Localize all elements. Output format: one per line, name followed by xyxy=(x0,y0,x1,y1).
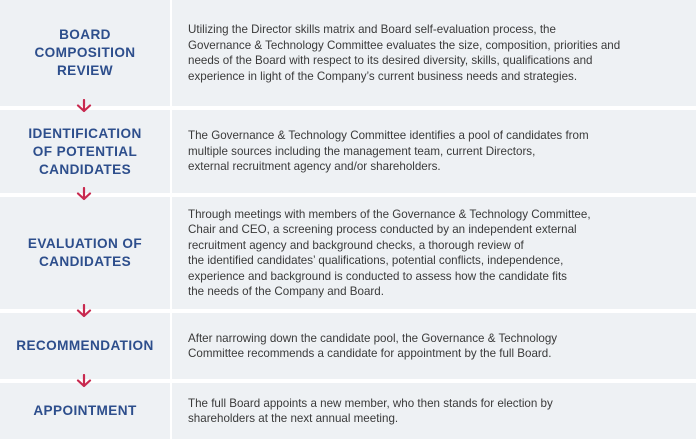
arrow-down-icon xyxy=(75,187,93,201)
divider xyxy=(170,110,172,193)
arrow-down-icon xyxy=(75,99,93,113)
step-description: Utilizing the Director skills matrix and Board self-evaluation process, the Governance & Technology Committee evaluates the size, composition, priorities and needs of the Board with respect to its desired diversity, skills, qualifications and experience in light of the Company’s current business needs and strategies. xyxy=(188,23,621,83)
step-evaluation-of-candidates xyxy=(0,197,696,309)
arrow-down-icon xyxy=(75,374,93,388)
divider xyxy=(170,0,172,106)
step-title: BOARD COMPOSITION REVIEW xyxy=(34,27,136,78)
step-description: The Governance & Technology Committee identifies a pool of candidates from multiple sources including the management team, current Directors, external recruitment agency and/or shareholders. xyxy=(188,129,589,174)
divider xyxy=(170,197,172,309)
step-title: IDENTIFICATION OF POTENTIAL CANDIDATES xyxy=(28,125,142,177)
step-recommendation xyxy=(0,313,696,379)
divider xyxy=(170,383,172,439)
step-appointment xyxy=(0,383,696,439)
step-description: The full Board appoints a new member, who then stands for election by shareholders at the next annual meeting. xyxy=(188,396,553,425)
step-description: After narrowing down the candidate pool, the Governance & Technology Committee recommends a candidate for appointment by the full Board. xyxy=(188,331,558,360)
step-board-composition-review xyxy=(0,0,696,106)
step-title: RECOMMENDATION xyxy=(16,338,154,353)
arrow-down-icon xyxy=(75,304,93,318)
step-title: EVALUATION OF CANDIDATES xyxy=(27,236,143,269)
step-title: APPOINTMENT xyxy=(33,403,137,418)
divider xyxy=(170,313,172,379)
step-identification-of-potential-candidates xyxy=(0,110,696,193)
step-description: Through meetings with members of the Governance & Technology Committee, Chair and CEO, a screening process conducted by an independent external recruitment agency and background checks, a thorough review of the identified candidates’ qualifications, potential conflicts, independence, experience and background is conducted to assess how the candidate fits the needs of the Company and Board. xyxy=(188,207,591,298)
